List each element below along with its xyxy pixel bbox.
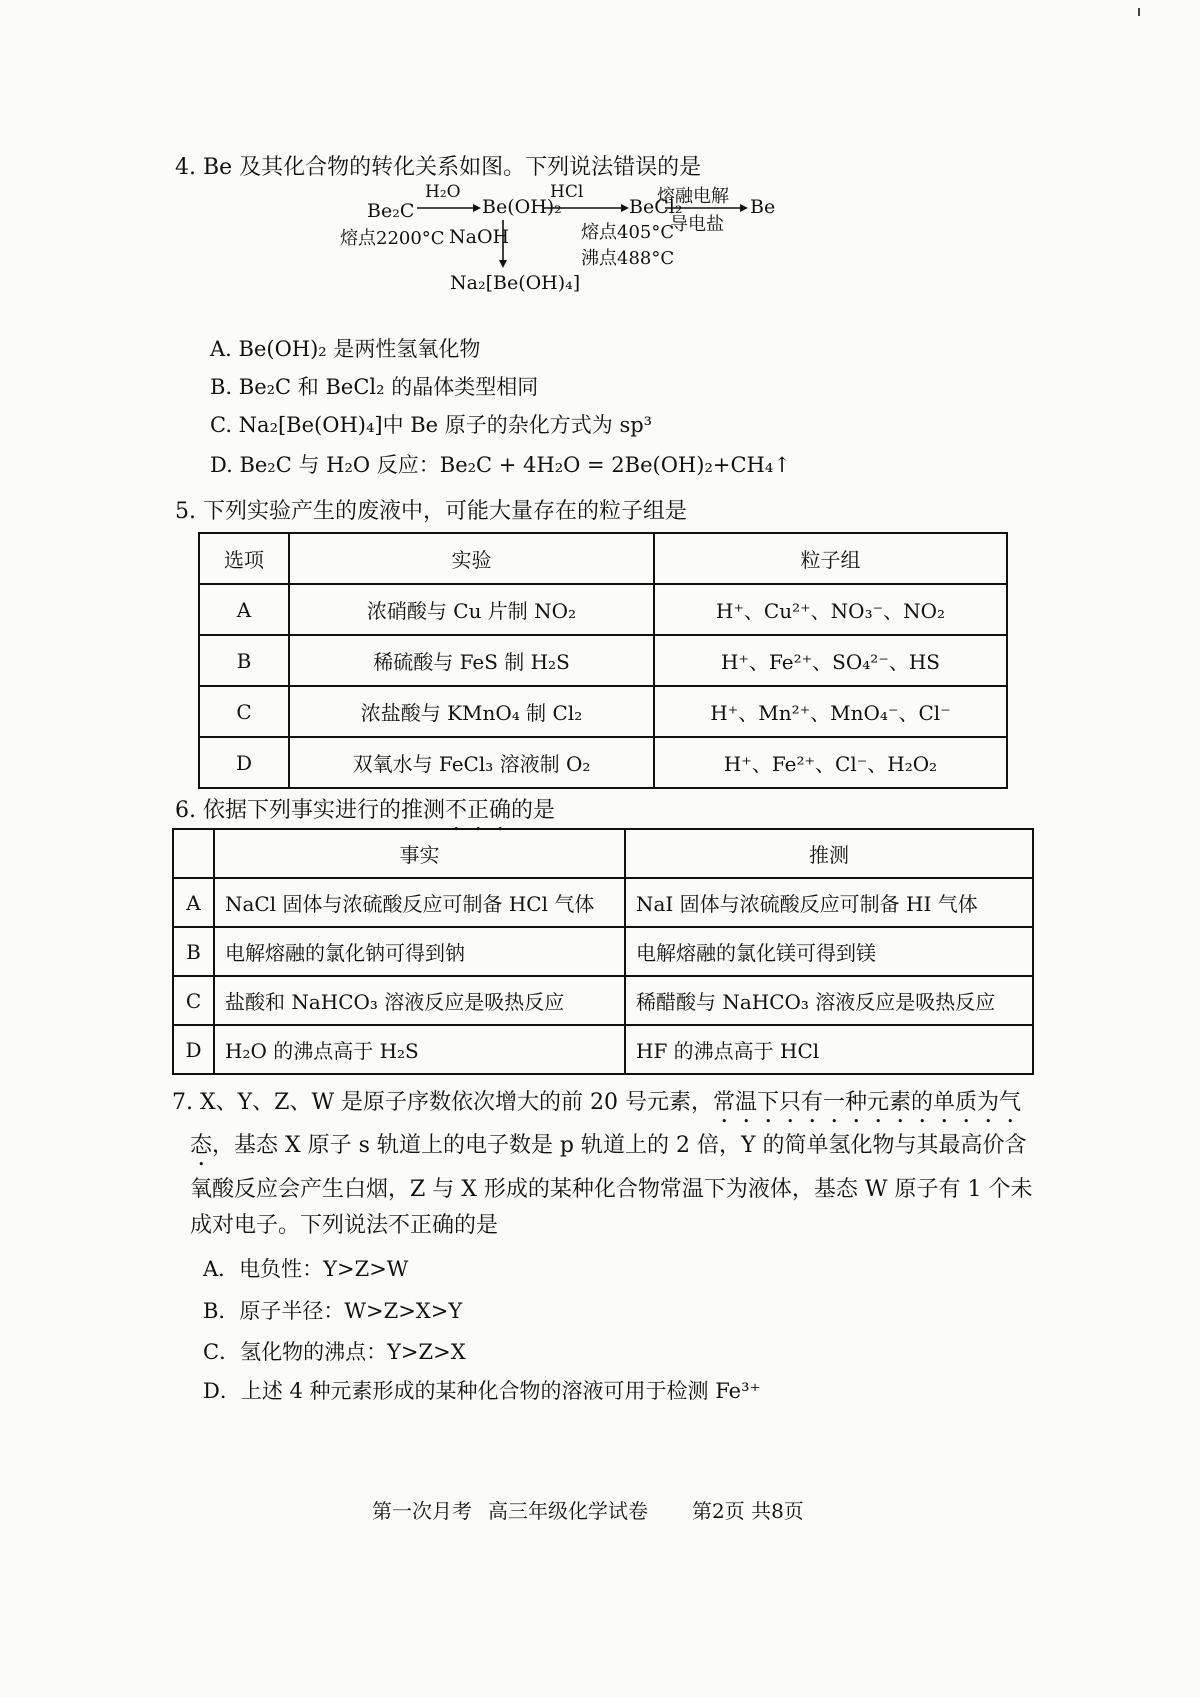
q7-option-b: B．原子半径：W>Z>X>Y — [203, 1299, 463, 1323]
q7-stem-line4: 成对电子。下列说法不正确的是 — [190, 1213, 499, 1238]
row-label: B — [173, 927, 214, 976]
q7-line1-start: 7. X、Y、Z、W 是原子序数依次增大的前 20 号元素， — [172, 1090, 714, 1115]
becl2-label: BeCl₂ — [629, 196, 683, 218]
table-row — [173, 976, 1033, 1025]
q7-line2-emphasis: 态 — [190, 1133, 213, 1158]
be-product: Be — [750, 196, 776, 218]
table-row — [199, 686, 1007, 737]
row-inference: NaI 固体与浓硫酸反应可制备 HI 气体 — [625, 878, 1033, 927]
footer-subject: 高三年级化学试卷 — [488, 1499, 648, 1523]
header-blank — [173, 829, 214, 878]
footer-page-number: 第2页 共8页 — [692, 1499, 804, 1523]
row-label: D — [173, 1025, 214, 1074]
row-label: C — [173, 976, 214, 1025]
conductive-salt: 导电盐 — [670, 214, 724, 235]
beoh2-label: Be(OH)₂ — [482, 196, 562, 218]
naoh-reagent: NaOH — [449, 226, 510, 248]
q4-conversion-scheme — [340, 182, 845, 308]
q6-stem-end: 的是 — [511, 798, 556, 823]
scan-mark — [1138, 8, 1140, 16]
q7-option-a: A．电负性：Y>Z>W — [203, 1257, 409, 1281]
be2c-label: Be₂C — [367, 200, 415, 222]
q6-table — [172, 828, 1034, 1075]
row-experiment: 浓盐酸与 KMnO₄ 制 Cl₂ — [289, 686, 654, 737]
table-header-row — [199, 533, 1007, 584]
row-inference: 电解熔融的氯化镁可得到镁 — [625, 927, 1033, 976]
header-fact: 事实 — [214, 829, 625, 878]
row-fact: 电解熔融的氯化钠可得到钠 — [214, 927, 625, 976]
q7-stem-line1 — [172, 1085, 1021, 1128]
table-row — [173, 878, 1033, 927]
row-fact: NaCl 固体与浓硫酸反应可制备 HCl 气体 — [214, 878, 625, 927]
row-label: A — [173, 878, 214, 927]
row-inference: HF 的沸点高于 HCl — [625, 1025, 1033, 1074]
becl2-melting-point: 熔点405°C — [581, 222, 675, 243]
row-fact: H₂O 的沸点高于 H₂S — [214, 1025, 625, 1074]
sodium-beryllate: Na₂[Be(OH)₄] — [450, 272, 581, 294]
q7-line2-rest: ，基态 X 原子 s 轨道上的电子数是 p 轨道上的 2 倍，Y 的简单氢化物与其最高价含 — [212, 1133, 1027, 1158]
header-option: 选项 — [199, 533, 289, 584]
q4-option-b: B. Be₂C 和 BeCl₂ 的晶体类型相同 — [210, 375, 539, 399]
table-row — [199, 584, 1007, 635]
header-experiment: 实验 — [289, 533, 654, 584]
header-particles: 粒子组 — [654, 533, 1007, 584]
table-row — [173, 1025, 1033, 1074]
row-experiment: 双氧水与 FeCl₃ 溶液制 O₂ — [289, 737, 654, 788]
q4-option-a: A. Be(OH)₂ 是两性氢氧化物 — [210, 337, 481, 361]
row-label: C — [199, 686, 289, 737]
table-row — [173, 927, 1033, 976]
row-experiment: 稀硫酸与 FeS 制 H₂S — [289, 635, 654, 686]
header-inference: 推测 — [625, 829, 1033, 878]
table-row — [199, 635, 1007, 686]
table-row — [199, 737, 1007, 788]
row-particles: H⁺、Fe²⁺、Cl⁻、H₂O₂ — [654, 737, 1007, 788]
row-experiment: 浓硝酸与 Cu 片制 NO₂ — [289, 584, 654, 635]
q5-table — [198, 532, 1008, 789]
row-fact: 盐酸和 NaHCO₃ 溶液反应是吸热反应 — [214, 976, 625, 1025]
footer-exam-name: 第一次月考 — [372, 1499, 472, 1523]
q4-option-d: D. Be₂C 与 H₂O 反应：Be₂C + 4H₂O = 2Be(OH)₂+CH₄↑ — [210, 453, 791, 477]
q6-stem-emphasis: 不正确 — [444, 798, 511, 823]
row-particles: H⁺、Cu²⁺、NO₃⁻、NO₂ — [654, 584, 1007, 635]
h2o-reagent: H₂O — [425, 182, 461, 202]
be2c-melting-point: 熔点2200°C — [340, 228, 445, 249]
electrolysis-condition: 熔融电解 — [657, 186, 729, 207]
row-particles: H⁺、Fe²⁺、SO₄²⁻、HS — [654, 635, 1007, 686]
q7-stem-line3: 氧酸反应会产生白烟，Z 与 X 形成的某种化合物常温下为液体，基态 W 原子有 1 个未 — [190, 1177, 1033, 1202]
q6-stem-start: 6. 依据下列事实进行的推测 — [175, 798, 445, 823]
q7-option-c: C．氢化物的沸点：Y>Z>X — [203, 1340, 466, 1364]
row-inference: 稀醋酸与 NaHCO₃ 溶液反应是吸热反应 — [625, 976, 1033, 1025]
row-label: D — [199, 737, 289, 788]
q7-line1-emphasis: 常温下只有一种元素的单质为气 — [713, 1090, 1022, 1115]
row-label: B — [199, 635, 289, 686]
hcl-reagent: HCl — [550, 182, 584, 202]
row-label: A — [199, 584, 289, 635]
q7-stem-line2 — [190, 1128, 1027, 1171]
row-particles: H⁺、Mn²⁺、MnO₄⁻、Cl⁻ — [654, 686, 1007, 737]
becl2-boiling-point: 沸点488°C — [581, 248, 675, 269]
q5-stem: 5. 下列实验产生的废液中，可能大量存在的粒子组是 — [175, 499, 687, 524]
q4-option-c: C. Na₂[Be(OH)₄]中 Be 原子的杂化方式为 sp³ — [210, 413, 653, 437]
table-header-row — [173, 829, 1033, 878]
q7-option-d: D．上述 4 种元素形成的某种化合物的溶液可用于检测 Fe³⁺ — [203, 1379, 761, 1403]
q4-stem: 4. Be 及其化合物的转化关系如图。下列说法错误的是 — [175, 155, 702, 180]
